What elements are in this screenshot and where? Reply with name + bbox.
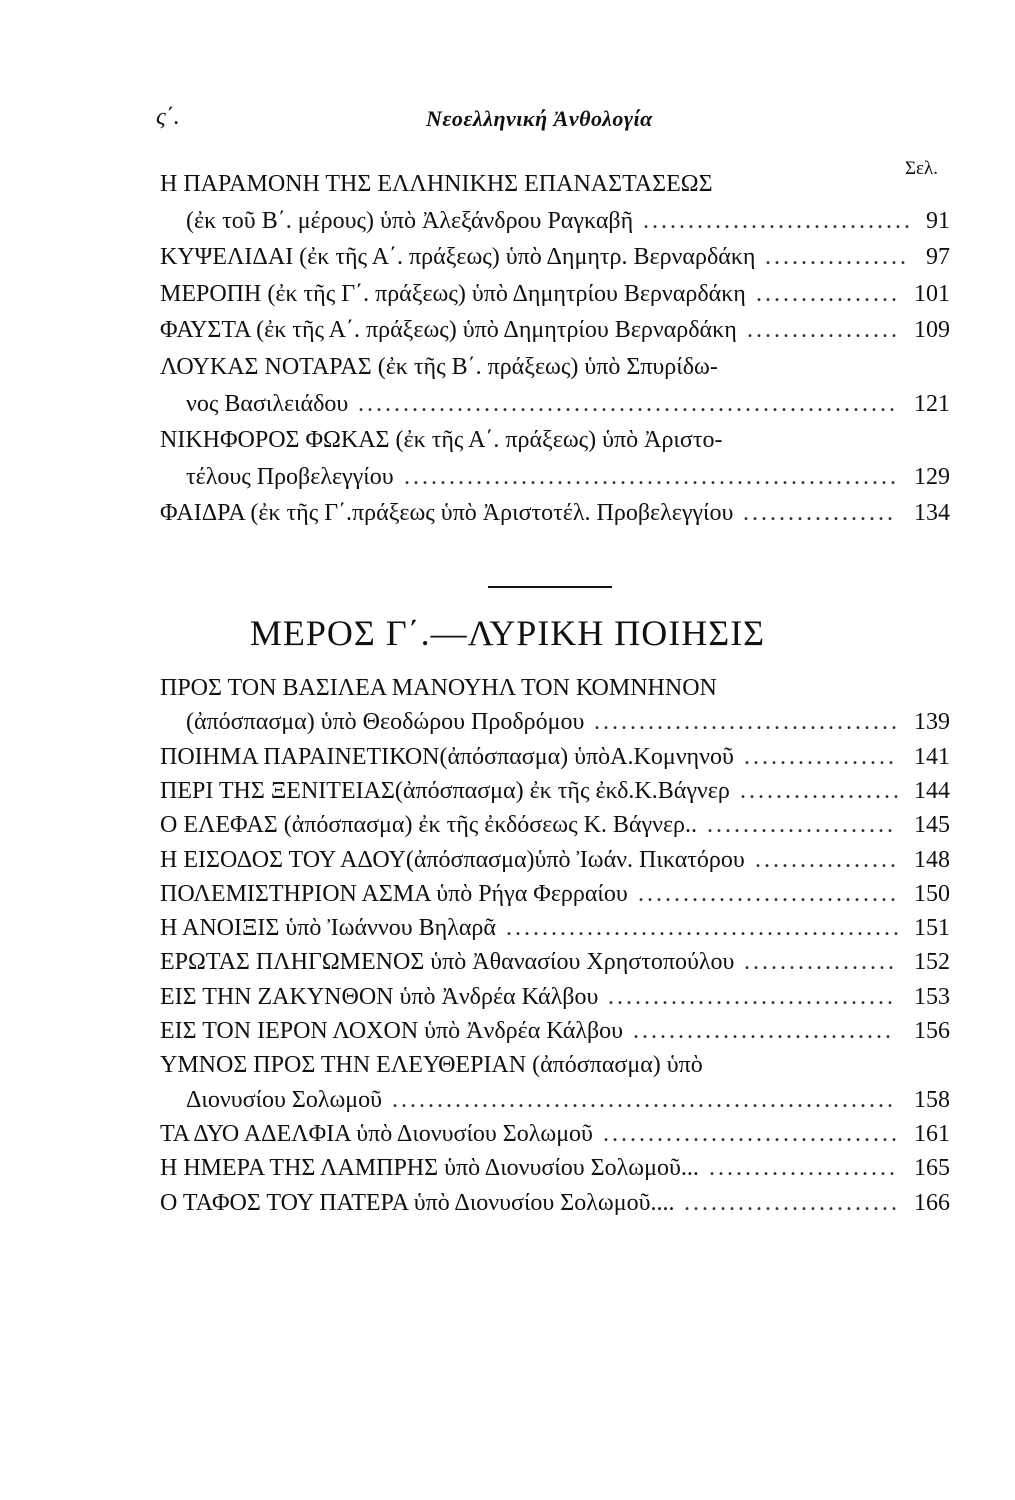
toc-page-number: 150 [914, 880, 950, 907]
toc-entry [160, 312, 950, 348]
dot-leader: ................................. [603, 1120, 900, 1147]
dot-leader: ..................... [709, 1155, 898, 1182]
toc-entry-title: ΛΟΥΚΑΣ ΝΟΤΑΡΑΣ (ἐκ τῆς Β΄. πράξεως) ὑπὸ Σπυρίδω- [160, 354, 718, 380]
toc-entry [160, 773, 950, 809]
dot-leader: ................................ [608, 983, 896, 1010]
dot-leader: ............................. [633, 1018, 894, 1044]
toc-entry-title: Ο ΕΛΕΦΑΣ (ἀπόσπασμα) ἐκ τῆς ἐκδόσεως Κ. Βάγνερ.. [160, 812, 697, 839]
toc-entry-title: Η ΠΑΡΑΜΟΝΗ ΤΗΣ ΕΛΛΗΝΙΚΗΣ ΕΠΑΝΑΣΤΑΣΕΩΣ [160, 171, 713, 197]
toc-entry [186, 459, 950, 495]
toc-entry-title: ΕΡΩΤΑΣ ΠΛΗΓΩΜΕΝΟΣ ὑπὸ Ἀθανασίου Χρηστοπούλου [160, 949, 735, 976]
toc-entry [160, 739, 950, 775]
toc-entry [160, 1047, 950, 1083]
toc-entry-title: ΕΙΣ ΤΗΝ ΖΑΚΥΝΘΟΝ ὑπὸ Ἀνδρέα Κάλβου [160, 983, 599, 1010]
toc-page-number: 161 [914, 1120, 950, 1147]
toc-entry-title: Η ΕΙΣΟΔΟΣ ΤΟΥ ΑΔΟΥ(ἀπόσπασμα)ὑπὸ Ἰωάν. Πικατόρου [160, 846, 745, 873]
toc-entry [160, 495, 950, 531]
toc-page-number: 165 [914, 1155, 950, 1182]
toc-entry-title: (ἐκ τοῦ Β΄. μέρους) ὑπὸ Ἀλεξάνδρου Ραγκαβῆ [186, 207, 634, 234]
part-heading: ΜΕΡΟΣ Γ΄.—ΛΥΡΙΚΗ ΠΟΙΗΣΙΣ [249, 613, 766, 653]
toc-entry-title: ΦΑΥΣΤΑ (ἐκ τῆς Α΄. πράξεως) ὑπὸ Δημητρίου Βερναρδάκη [160, 317, 737, 344]
toc-page-number: 97 [926, 244, 950, 271]
toc-entry [160, 670, 950, 706]
toc-entry-title: ΠΟΙΗΜΑ ΠΑΡΑΙΝΕΤΙΚΟΝ(ἀπόσπασμα) ὑπὸΑ.Κομνηνοῦ [160, 743, 734, 770]
toc-page-number: 153 [914, 983, 950, 1010]
toc-entry-title: ΚΥΨΕΛΙΔΑΙ (ἐκ τῆς Α΄. πράξεως) ὑπὸ Δημητρ. Βερναρδάκη [160, 244, 756, 271]
toc-entry [160, 1116, 950, 1152]
toc-page-number: 166 [914, 1189, 950, 1216]
dot-leader: ....................................................... [404, 463, 899, 490]
dot-leader: ..................... [707, 812, 896, 839]
toc-page-number: 109 [914, 317, 950, 344]
toc-page-number: 144 [914, 777, 950, 804]
toc-entry-title: ΕΙΣ ΤΟΝ ΙΕΡΟΝ ΛΟΧΟΝ ὑπὸ Ἀνδρέα Κάλβου [160, 1018, 624, 1044]
toc-entry-title: Η ΑΝΟΙΞΙΣ ὑπὸ Ἰωάννου Βηλαρᾶ [160, 915, 496, 942]
toc-entry-title: ΤΑ ΔΥΟ ΑΔΕΛΦΙΑ ὑπὸ Διονυσίου Σολωμοῦ [160, 1120, 593, 1147]
dot-leader: .................................. [594, 709, 900, 736]
toc-page-number: 152 [914, 949, 950, 976]
toc-entry-title: Η ΗΜΕΡΑ ΤΗΣ ΛΑΜΠΡΗΣ ὑπὸ Διονυσίου Σολωμοῦ... [160, 1155, 699, 1182]
toc-page-number: 145 [914, 812, 950, 839]
toc-entry [160, 166, 950, 202]
toc-entry-title: ΠΡΟΣ ΤΟΝ ΒΑΣΙΛΕΑ ΜΑΝΟΥΗΛ ΤΟΝ ΚΟΜΝΗΝΟΝ [160, 675, 717, 701]
toc-page-number: 158 [914, 1086, 950, 1113]
dot-leader: ................. [747, 317, 900, 344]
toc-entry-title: Διονυσίου Σολωμοῦ [186, 1086, 383, 1113]
dot-leader: ................. [744, 949, 897, 976]
page-column-label: Σελ. [905, 158, 938, 179]
dot-leader: .................. [740, 777, 902, 804]
page-number: ς΄. [156, 104, 180, 130]
dot-leader: ........................ [684, 1189, 900, 1216]
toc-entry [160, 1150, 950, 1186]
dot-leader: ............................................................ [358, 390, 898, 417]
toc-entry [160, 349, 950, 385]
toc-entry-title: ΠΟΛΕΜΙΣΤΗΡΙΟΝ ΑΣΜΑ ὑπὸ Ρήγα Φερραίου [160, 880, 628, 907]
toc-entry-title: ΝΙΚΗΦΟΡΟΣ ΦΩΚΑΣ (ἐκ τῆς Α΄. πράξεως) ὑπὸ Ἀριστο- [160, 427, 723, 454]
toc-entry [160, 807, 950, 843]
toc-page-number: 151 [914, 915, 950, 942]
toc-entry [186, 386, 950, 422]
toc-entry-title: ΥΜΝΟΣ ΠΡΟΣ ΤΗΝ ΕΛΕΥΘΕΡΙΑΝ (ἀπόσπασμα) ὑπὸ [160, 1052, 703, 1079]
toc-entry-title: ΠΕΡΙ ΤΗΣ ΞΕΝΙΤΕΙΑΣ(ἀπόσπασμα) ἐκ τῆς ἐκδ.Κ.Βάγνερ [160, 777, 730, 804]
toc-page-number: 139 [914, 709, 950, 736]
section-divider [488, 586, 612, 588]
toc-entry-title: τέλους Προβελεγγίου [186, 463, 394, 490]
toc-entry [160, 1185, 950, 1221]
toc-entry [160, 944, 950, 980]
toc-page-number: 156 [914, 1018, 950, 1044]
toc-page-number: 121 [914, 390, 950, 417]
toc-entry [160, 239, 950, 275]
toc-entry [160, 842, 950, 878]
toc-entry-title: Ο ΤΑΦΟΣ ΤΟΥ ΠΑΤΕΡΑ ὑπὸ Διονυσίου Σολωμοῦ.... [160, 1189, 675, 1216]
toc-page-number: 91 [926, 207, 950, 234]
dot-leader: .............................. [643, 207, 913, 234]
toc-entry-title: νος Βασιλειάδου [186, 390, 349, 417]
dot-leader: ................. [744, 743, 897, 770]
toc-entry-title: ΜΕΡΟΠΗ (ἐκ τῆς Γ΄. πράξεως) ὑπὸ Δημητρίου Βερναρδάκη [160, 280, 746, 307]
toc-entry [160, 1013, 950, 1049]
running-title: Νεοελληνική Ἀνθολογία [426, 106, 653, 131]
toc-entry-title: (ἀπόσπασμα) ὑπὸ Θεοδώρου Προδρόμου [186, 709, 585, 736]
toc-entry [160, 422, 950, 458]
dot-leader: ................ [755, 846, 899, 873]
toc-entry [160, 979, 950, 1015]
dot-leader: ........................................................ [392, 1086, 896, 1113]
toc-entry [160, 910, 950, 946]
page-header [156, 104, 946, 134]
dot-leader: ................. [743, 500, 896, 527]
dot-leader: ............................................ [506, 915, 902, 942]
toc-page-number: 148 [914, 846, 950, 873]
toc-page-number: 101 [914, 280, 950, 307]
toc-page-number: 129 [914, 463, 950, 490]
dot-leader: ................ [756, 280, 900, 307]
dot-leader: ............................. [638, 880, 899, 907]
dot-leader: ................ [765, 244, 909, 271]
toc-entry [186, 203, 950, 239]
toc-entry [160, 876, 950, 912]
toc-page-number: 134 [914, 500, 950, 527]
toc-page-number: 141 [914, 743, 950, 770]
toc-entry [160, 276, 950, 312]
toc-entry [186, 1082, 950, 1118]
toc-entry [186, 704, 950, 740]
toc-entry-title: ΦΑΙΔΡΑ (ἐκ τῆς Γ΄.πράξεως ὑπὸ Ἀριστοτέλ. Προβελεγγίου [160, 500, 734, 527]
